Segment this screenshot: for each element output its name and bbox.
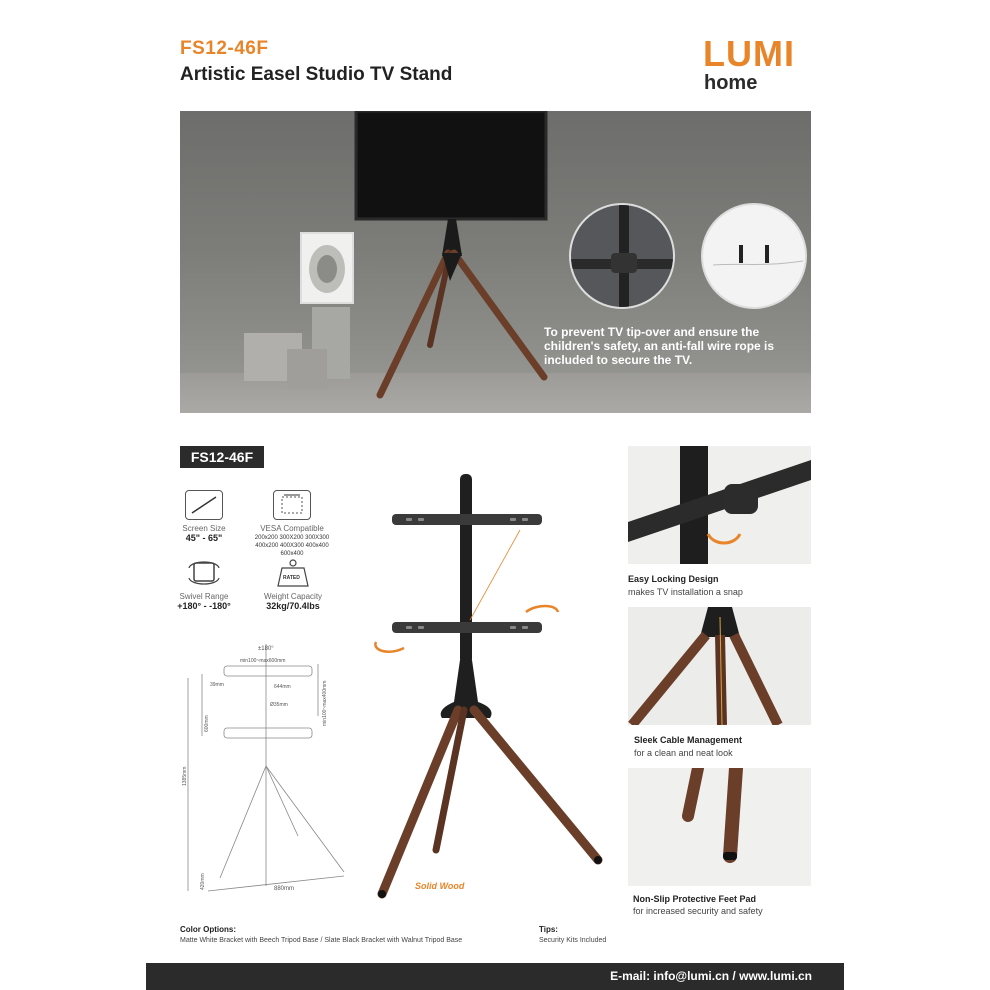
spec-value: +180° - -180° bbox=[177, 601, 231, 611]
spec-value: 45" - 65" bbox=[185, 533, 223, 543]
dim-pole-diameter: Ø35mm bbox=[270, 702, 288, 708]
spec-label: VESA Compatible bbox=[260, 524, 324, 533]
solid-wood-label: Solid Wood bbox=[415, 881, 465, 891]
dim-bracket-length: 644mm bbox=[274, 684, 291, 690]
dim-total-height: 1385mm bbox=[182, 766, 188, 786]
feature-title: Easy Locking Design bbox=[628, 574, 719, 584]
hero-photo bbox=[180, 111, 811, 413]
dim-base-width: 880mm bbox=[274, 886, 295, 892]
dim-foot-height: 420mm bbox=[200, 873, 206, 890]
weight-badge: RATED bbox=[283, 575, 300, 581]
spec-label: Weight Capacity bbox=[263, 592, 323, 601]
page-title: Artistic Easel Studio TV Stand bbox=[180, 64, 453, 85]
tips-title: Tips: bbox=[539, 925, 558, 934]
footer-contact: E-mail: info@lumi.cn / www.lumi.cn bbox=[146, 963, 844, 990]
weight-icon bbox=[274, 558, 312, 588]
feature-subtitle: for a clean and neat look bbox=[634, 748, 733, 758]
feature-photo-cable bbox=[628, 607, 811, 725]
dimension-diagram bbox=[178, 636, 348, 902]
detail-circle-bracket bbox=[569, 203, 675, 309]
spec-vesa bbox=[247, 490, 337, 558]
feature-photo-locking bbox=[628, 446, 811, 564]
dim-adjust-height: 600mm bbox=[204, 715, 210, 732]
spec-weight bbox=[256, 558, 330, 611]
dim-bracket-width: min100~max600mm bbox=[240, 658, 286, 664]
model-tag: FS12-46F bbox=[180, 446, 264, 468]
spec-value: 32kg/70.4lbs bbox=[266, 601, 320, 611]
feature-subtitle: for increased security and safety bbox=[633, 906, 763, 916]
color-options-text: Matte White Bracket with Beech Tripod Base / Slate Black Bracket with Walnut Tripod Base bbox=[180, 937, 463, 944]
dim-vertical-range: min100~max400mm bbox=[322, 680, 328, 726]
dim-bracket-height: 39mm bbox=[210, 682, 224, 688]
brand-logo-sub: home bbox=[704, 72, 758, 94]
tips-text: Security Kits Included bbox=[539, 937, 607, 944]
spec-label: Swivel Range bbox=[179, 592, 229, 601]
vesa-icon bbox=[273, 490, 311, 520]
feature-photo-feet bbox=[628, 768, 811, 886]
spec-screen-size bbox=[176, 490, 232, 543]
spec-value: 200x200 300X200 300X300 400x200 400X300 400x400 600x400 bbox=[254, 535, 330, 557]
spec-label: Screen Size bbox=[182, 524, 226, 533]
feature-title: Non-Slip Protective Feet Pad bbox=[633, 894, 757, 904]
detail-circle-wire bbox=[701, 203, 807, 309]
product-stand-illustration bbox=[360, 470, 620, 902]
color-options-title: Color Options: bbox=[180, 925, 236, 934]
brand-logo: LUMI bbox=[703, 33, 795, 74]
safety-caption: To prevent TV tip-over and ensure the children's safety, an anti-fall wire rope is included to secure the TV. bbox=[544, 325, 775, 367]
swivel-icon bbox=[185, 558, 223, 588]
feature-subtitle: makes TV installation a snap bbox=[628, 587, 743, 597]
feature-title: Sleek Cable Management bbox=[634, 735, 743, 745]
model-code: FS12-46F bbox=[180, 38, 269, 59]
screen-size-icon bbox=[185, 490, 223, 520]
spec-swivel bbox=[172, 558, 236, 611]
dim-rotation: ±180° bbox=[258, 646, 274, 652]
